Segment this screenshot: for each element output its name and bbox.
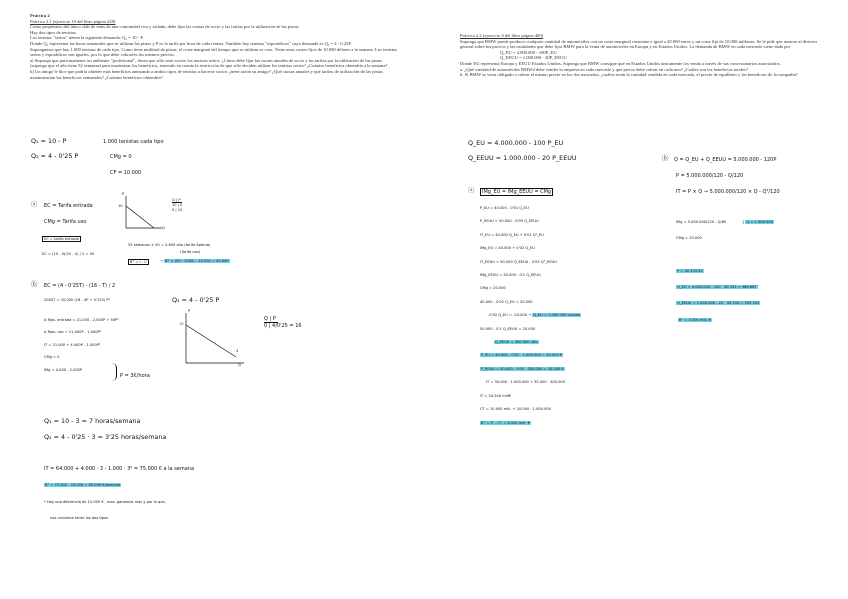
eq-q1: Q₁ = 10 - P xyxy=(31,137,67,145)
cmg-b: CMg = 20.000 xyxy=(676,236,702,240)
line-a-7: 40.000 - 0'02 Q_EU = 20.000 xyxy=(480,299,533,304)
q-eeuu-b-row xyxy=(676,301,760,305)
line-a-5: IMg_EEUU = 50.000 - 0'1 Q_EEUU xyxy=(480,273,541,278)
line-a-12: B° = IT - CT = 8.500 mill. € xyxy=(481,420,530,425)
b-result-value: B° = (50 · 1000) - 10.000 = 40.000 xyxy=(165,259,229,263)
left-body-5: a) Suponga que para mantener un ambiente "profesional", desea que sólo sean socios los tenistas serios. ¿Cómo debe fijar las cuotas anuales de socio y las tarifas por la utilización de las pistas (suponga que el año tiene 52 semanas) para maximizar los beneficios, teniendo en cuenta la restricción de que sólo deciden utilizar los tenistas serios? ¿Cuántos beneficios obtendría a la semana? xyxy=(30,57,388,69)
q-eu-result: Q_EU = 1.000.000 coches xyxy=(533,313,581,318)
line-a-11: CT = 10.000 mill. + 20.000 · 1.000.000 xyxy=(480,407,551,412)
demand-graph-b xyxy=(178,311,248,369)
demand-graph-a xyxy=(118,194,168,234)
line-b-4: IMg = 4.000 - 2.000P xyxy=(44,367,83,372)
graph-b-table-row: 0 | 4/0'25 = 16 xyxy=(264,323,302,329)
graph-b-p-top: 16 xyxy=(179,322,184,326)
left-body-3: Donde Q₁ representa las horas semanales que se utilizan las pistas y P es la tarifa por hora de cada tenista. También hay tenistas "esporádicos" cuya demanda es Q₂ = 4 - 0.25P. xyxy=(30,40,352,46)
graph-a-p-axis: P xyxy=(122,192,125,196)
left-body-6: b) Un amigo le dice que podría obtener más beneficios animando a ambos tipos de tenistas a hacerse socios ¿tiene razón su amigo? ¿Qué cuotas anuales y qué tarifas de utilización de las pistas maximizarían los beneficios semanales? ¿Cuántos beneficios obtendría? xyxy=(30,68,383,80)
b-total-row xyxy=(480,421,581,425)
p-res-b-row xyxy=(676,269,704,273)
it-line: IT = 30.000 · 1.000.000 + 35.000 · 300.000 xyxy=(486,380,566,385)
q2-result: Q₂ = 4 - 0'25 · 3 = 3'25 horas/semana xyxy=(44,433,167,441)
img-b: IMg = 5.000.000/120 - Q/60 xyxy=(676,220,727,224)
graph-b-q-axis: Q xyxy=(238,363,241,367)
demand-graph-b-svg xyxy=(178,311,248,369)
q-eeuu-result: Q_EEUU = 300.000 uds. xyxy=(495,340,539,345)
lines-b-left xyxy=(44,318,119,372)
eq-q2: Q₂ = 4 - 0'25 P xyxy=(31,152,79,160)
q-res-b-row xyxy=(742,220,774,224)
right-body-0: Suponga que BMW puede producir cualquier cantidad de automóviles con un coste marginal constante e igual a 20.000 euros y un coste fijo de 10.000 millones. Se le pide que asesore al director general sobre los precios y las cantidades que debe fijar BMW para la venta de automóviles en Europa y en Estados Unidos. La demanda de BMW en cada mercado viene dada por xyxy=(460,38,818,50)
img-equality-box: IMg_EU = IMg_EEUU = CMg xyxy=(482,189,552,195)
ec-box: EC = tarifa entrada xyxy=(44,237,79,241)
line-a-4: IT_EEUU = 50.000 Q_EEUU - 0'05 Q²_EEUU xyxy=(480,259,557,264)
ec-tarifa: EC = Tarifa entrada xyxy=(44,203,93,209)
graph-b-table-head: Q | P xyxy=(264,316,278,323)
q1-result: Q₁ = 10 - 3 = 7 horas/semana xyxy=(44,417,141,425)
q-res-b: Q = 1.500.000 xyxy=(746,220,773,224)
p-res-b: P = 30.333'33 xyxy=(677,269,703,273)
b-result-left xyxy=(160,259,230,263)
brace xyxy=(112,363,117,381)
b-final-value: B° = 75.000 - 10.000 = 65.000 €/semana xyxy=(45,483,121,487)
weeks-sub: (Tarifa uso) xyxy=(180,250,201,254)
right-body-2: Q_EEUU = 1.000.000 - 20P_EEUU xyxy=(500,55,567,61)
part-a-label-left: ⓐ xyxy=(31,200,38,208)
q-eeuu-b: Q_EEUU = 1.000.000 - 20 · 30.333 = 393.333 xyxy=(677,301,760,305)
part-a-label-right: ⓐ xyxy=(468,186,475,194)
part-b-label-right: ⓑ xyxy=(662,154,669,162)
lines-a-right xyxy=(480,206,581,425)
t-eq: 2000T = 20.000 (16 - 4P + 0'125) P² xyxy=(44,298,110,302)
it-b: IT = P × Q → 5.000.000/120 × Q - Q²/120 xyxy=(676,189,780,195)
cmg-tarifa: CMg = Tarifa uso xyxy=(44,219,87,225)
demand-graph-a-svg xyxy=(118,194,168,234)
b-box-left: B° = I - C xyxy=(130,260,147,264)
it-result: IT = 64.000 + 4.000 · 3 - 1.000 · 3² = 75.000 € a la semana xyxy=(44,466,195,472)
p-result: P = 3€/hora xyxy=(120,373,150,379)
line-a-10: IT = 54.500 mill€ xyxy=(480,393,512,398)
line-b-1: A fijas. uso = 11.000P - 1.000P² xyxy=(44,330,102,335)
left-body-4: Supongamos que hay 1.000 tenistas de cada tipo. Como tiene multitud de pistas, el coste marginal del tiempo que se utilizan es cero. Tiene unos costes fijos de 10.000 dólares a la semana. Los tenistas serios y esporádicos son iguales, por lo que debe cobrarles los mismos precios. xyxy=(30,46,397,58)
q2-eq: Q₂ = 4 - 0'25 P xyxy=(172,296,220,304)
line-b-3: CMg = 0 xyxy=(44,355,60,360)
graph-a-q-axis: Q xyxy=(162,226,165,230)
b-final-left xyxy=(44,483,121,487)
graph-a-table xyxy=(172,198,182,212)
graph-b-q-right: 4 xyxy=(236,349,239,353)
note-1: * Hay una diferencia de 15.000 € , mas. ganamos más y por lo que, xyxy=(44,500,166,504)
ec-formula: EC = (10 - 0)(10 - 0) / 2 = 50 xyxy=(42,252,95,256)
q-eeuu-demand: Q_EEUU = 1.000.000 - 20 P_EEUU xyxy=(468,154,577,162)
b-res-b-row xyxy=(678,318,712,322)
p-eq: P = 5.000.000/120 - Q/120 xyxy=(676,173,744,179)
right-body-5: b. Si BMW se viera obligado a cobrar el mismo precio en los dos mercados, ¿cuáles serán la cantidad vendida en cada mercado, el precio de equilibrio y los beneficios de la compañía? xyxy=(460,72,798,78)
line-a-3: IMg_EU = 40.000 + 0'02 Q_EU xyxy=(480,246,535,251)
p-eeuu-result: P_EEUU = 50.000 - 0'05 · 300.000 = 35.000 € xyxy=(481,366,564,371)
line-a-8-text: -0'02 Q_EU = -20.000 xyxy=(488,313,527,318)
b-res-b: B° = 4.000 mill. € xyxy=(679,318,712,322)
left-title: Práctica 2 xyxy=(30,13,50,18)
graph-b-table xyxy=(264,316,302,329)
graph-b-p-axis: P xyxy=(188,309,191,313)
p-eu-result-row xyxy=(480,353,581,357)
fixed-cost: CF = 10.000 xyxy=(110,170,142,176)
q-sum: Q = Q_EU + Q_EEUU = 5.000.000 - 120P xyxy=(674,157,777,163)
line-a-0: P_EU = 40.000 - 0'01 Q_EU xyxy=(480,206,529,210)
left-subtitle: Práctica 2.1 (ejercicio 10 del libro página 428) xyxy=(30,18,116,24)
line-a-2: IT_EU = 40.000 Q_EU + 0'01 Q²_EU xyxy=(480,232,544,237)
cmg-zero: CMg = 0 xyxy=(110,154,132,160)
line-a-9: 50.000 - 0'1 Q_EEUU = 20.000 xyxy=(480,326,536,331)
graph-a-table-row-0: 10 | 0 xyxy=(172,203,183,208)
graph-a-p-top: 10 xyxy=(118,204,123,208)
right-body-1: Q_EU = 4.000.000 - 100P_EU xyxy=(500,49,557,55)
p-eeuu-result-row xyxy=(480,367,581,371)
right-subtitle: Práctica 2.2 (ejercicio 4 del libro página 400) xyxy=(460,33,544,38)
p-eu-result: P_EU = 40.000 - 0'01 · 1.000.000 = 30.000 € xyxy=(481,353,563,358)
left-body-0: Como propietario del único club de tenis de una comunidad rica y aislada, debe fijar las cuotas de socio y las tarifas por la utilización de las pistas. xyxy=(30,24,300,30)
right-body-3: Donde EU representa Europa y EEUU Estados Unidos. Suponga que BMW consigue que en Estados Unidos únicamente los venda a través de sus concesionarios autorizados. xyxy=(460,60,781,66)
note-2: nos conviene tener los dos tipos xyxy=(50,516,109,520)
q-eu-b: Q_EU = 4.000.000 - 100 · 30.333 = 966.667 xyxy=(677,285,757,289)
arrow-icon: → xyxy=(160,259,165,263)
left-body-1: Hay dos tipos de tenistas. xyxy=(30,29,77,35)
line-a-1: P_EEUU = 50.000 - 0'05 Q_EEUU xyxy=(480,219,539,224)
left-problem-statement xyxy=(30,13,398,80)
line-b-0: A fijas. entrada = 21.000 - 2.000P + 50P² xyxy=(44,318,119,322)
line-a-8: -0'02 Q_EU = -20.000 → Q_EU = 1.000.000 coches xyxy=(488,313,581,318)
brace-icon: } xyxy=(742,220,746,224)
graph-a-table-head: Q | P xyxy=(172,198,181,202)
graph-a-table-row-1: 0 | 10 xyxy=(172,207,183,212)
line-b-2: IT = 21.000 + 4.000P - 1.000P² xyxy=(44,342,101,347)
part-b-label-left: ⓑ xyxy=(31,280,38,288)
line-a-6: CMg = 20.000 xyxy=(480,286,506,291)
note-1000-players: 1.000 tenistas cada tipo xyxy=(103,139,164,145)
q-eeuu-result-row xyxy=(480,340,581,344)
right-body-4: a. ¿Qué cantidad de automóviles BMWd debe vender la empresa en cada mercado y qué precio debe cobrar en cada uno? ¿Cuáles son los beneficios totales? xyxy=(460,66,748,72)
left-body-2: Los tenistas "serios" tienen la siguiente demanda: Q₁ = 10 - P. xyxy=(30,35,144,41)
weeks-calc: 52 semanas × 50 = 2.600 año (tarifa óptima) xyxy=(128,243,211,247)
right-problem-statement xyxy=(460,33,830,78)
q-eu-b-row xyxy=(676,285,758,289)
q-eu-demand: Q_EU = 4.000.000 - 100 P_EU xyxy=(468,139,564,147)
ec-b: EC = (4 - 0'25T) · (16 - T) / 2 xyxy=(44,283,116,289)
